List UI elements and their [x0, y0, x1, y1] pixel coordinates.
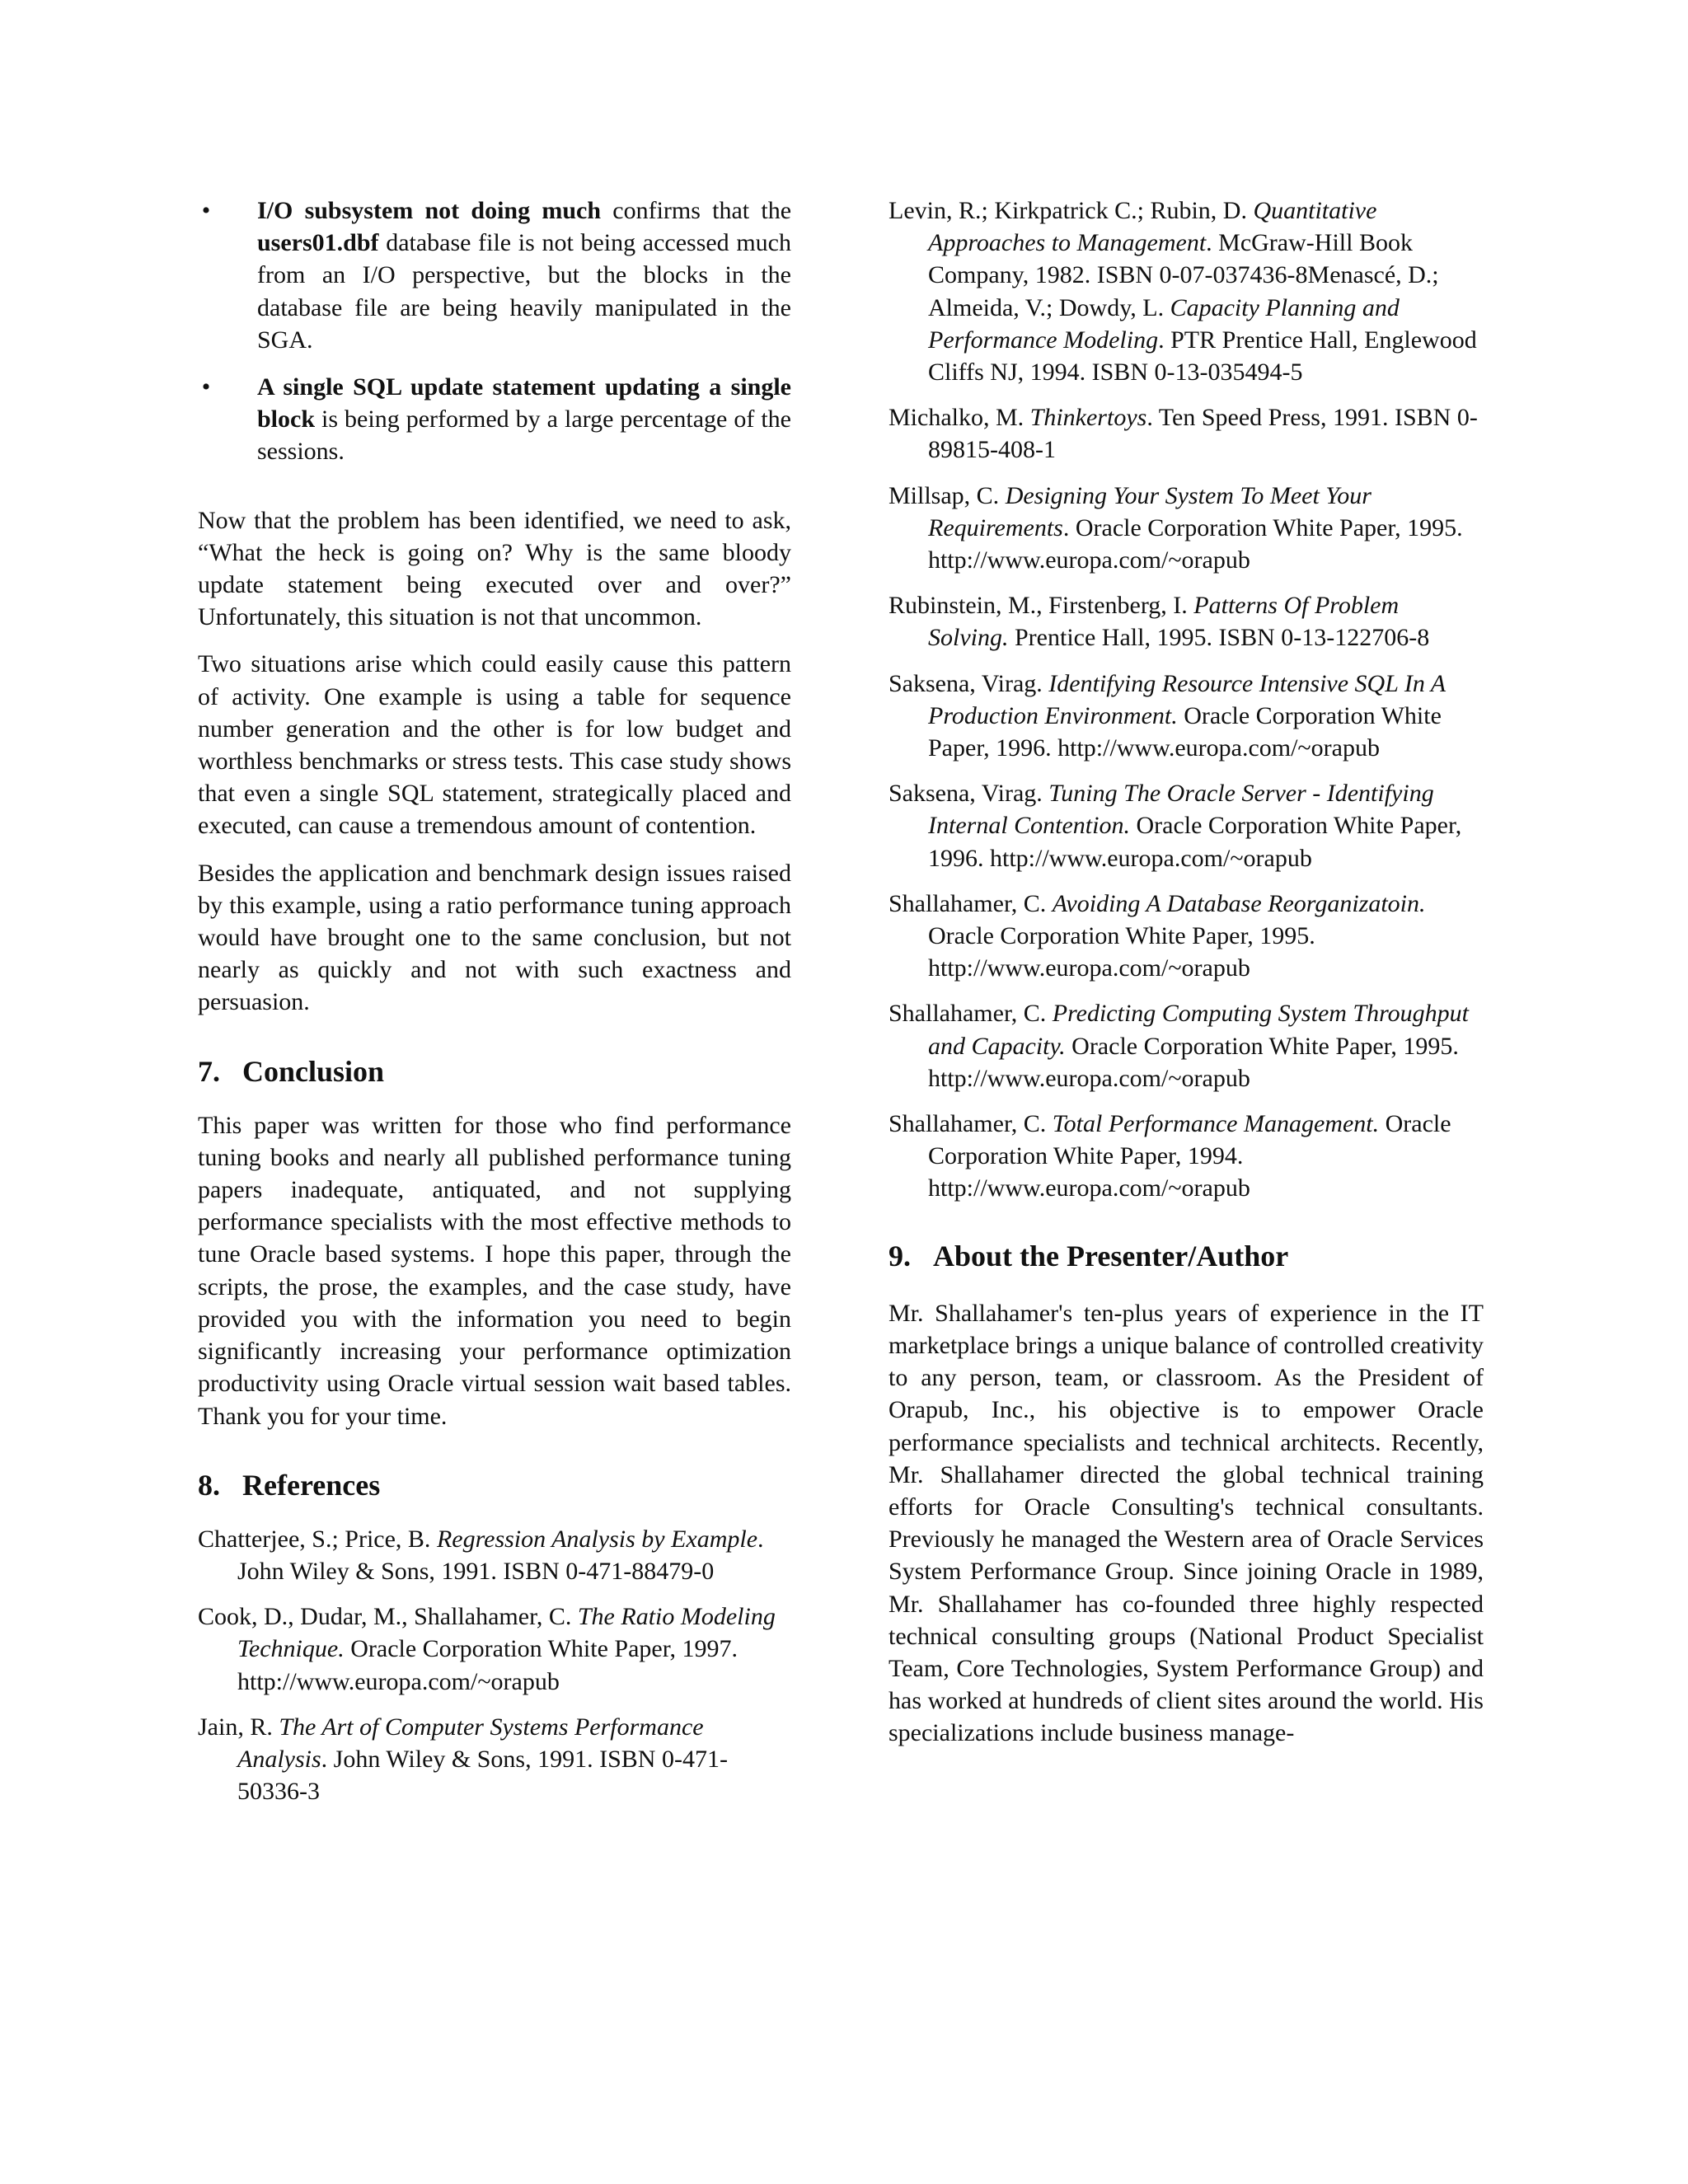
ref-details: . Oracle Corporation White Paper, 1995. http://www.europa.com/~orapub: [928, 513, 1463, 574]
ref-details: . John Wiley & Sons, 1991. ISBN 0-471-88479-0: [237, 1525, 764, 1585]
reference-item: [198, 1601, 791, 1698]
bullet-icon: •: [201, 197, 211, 224]
ref-details: Oracle Corporation White Paper, 1997. http://www.europa.com/~orapub: [237, 1635, 738, 1695]
ref-details: Oracle Corporation White Paper, 1994. http://www.europa.com/~orapub: [928, 1110, 1451, 1202]
ref-title: Thinkertoys: [1029, 404, 1147, 432]
ref-title: Tuning The Oracle Server - Identifying Internal Contention.: [928, 780, 1434, 840]
bullet-text: confirms that the: [601, 197, 792, 224]
reference-item: [889, 1108, 1484, 1205]
body-paragraph: Besides the application and benchmark design issues raised by this example, using a ratio performance tuning approach would have brought one to the same conclusion, but not nearly as quickly and not with such exactness and persuasion.: [198, 859, 791, 1016]
ref-title: Designing Your System To Meet Your Requirements: [928, 481, 1372, 541]
bullet-text: database file is not being accessed much from an I/O perspective, but the blocks in the database file are being heavily manipulated in the SGA.: [257, 229, 791, 354]
ref-title: Predicting Computing System Throughput and Capacity.: [928, 1000, 1470, 1060]
ref-title: Total Performance Management.: [1052, 1110, 1380, 1138]
reference-item: [889, 997, 1484, 1094]
ref-details: Oracle Corporation White Paper, 1995. http://www.europa.com/~orapub: [928, 1032, 1459, 1092]
section-heading-conclusion: [198, 1053, 791, 1090]
section-title: References: [242, 1468, 381, 1502]
conclusion-paragraph: This paper was written for those who find performance tuning books and nearly all published performance tuning papers inadequate, antiquated, and not supplying performance specialists with the most effective methods to tune Oracle based systems. I hope this paper, through the scripts, the prose, the examples, and the case study, have provided you with the information you need to begin significantly increasing your performance optimization productivity using Oracle virtual session wait based tables. Thank you for your time.: [198, 1111, 791, 1430]
reference-item: [889, 480, 1484, 577]
ref-details: Prentice Hall, 1995. ISBN 0-13-122706-8: [1008, 624, 1430, 652]
ref-authors: Levin, R.; Kirkpatrick C.; Rubin, D.: [889, 197, 1254, 224]
bullet-icon: •: [201, 373, 211, 401]
ref-details: Oracle Corporation White Paper, 1996. http://www.europa.com/~orapub: [928, 812, 1462, 872]
ref-details: . McGraw-Hill Book Company, 1982. ISBN 0-07-037436-8Menascé, D.; Almeida, V.; Dowdy, L.: [928, 229, 1439, 321]
left-column: [198, 194, 791, 1821]
body-paragraph: Now that the problem has been identified, we need to ask, “What the heck is going on? Why is the same bloody update statement being executed over and over?” Unfortunately, this situation is not that uncommon.: [198, 506, 791, 631]
ref-authors: Shallahamer, C.: [889, 1000, 1053, 1028]
about-paragraph: Mr. Shallahamer's ten-plus years of experience in the IT marketplace brings a unique balance of controlled creativity to any person, team, or classroom. As the President of Orapub, Inc., his objective is to empower Oracle performance specialists and technical architects. Recently, Mr. Shallahamer directed the global technical training efforts for Oracle Consulting's technical consultants. Previously he managed the Western area of Oracle Services System Performance Group. Since joining Oracle in 1989, Mr. Shallahamer has co-founded three highly respected technical consulting groups (National Product Specialist Team, Core Technologies, System Performance Group) and has worked at hundreds of client sites around the world. His specializations include business manage-: [889, 1299, 1484, 1747]
ref-authors: Jain, R.: [198, 1713, 279, 1741]
reference-item: [889, 668, 1484, 765]
ref-title: The Ratio Modeling Technique.: [237, 1603, 776, 1663]
ref-title: The Art of Computer Systems Performance Analysis: [237, 1713, 704, 1773]
section-title: Conclusion: [242, 1054, 385, 1088]
ref-authors: Rubinstein, M., Firstenberg, I.: [889, 592, 1194, 620]
ref-title: Identifying Resource Intensive SQL In A Production Environment.: [928, 669, 1446, 729]
ref-details: . PTR Prentice Hall, Englewood Cliffs NJ, 1994. ISBN 0-13-035494-5: [928, 326, 1477, 387]
reference-item: [198, 1523, 791, 1587]
reference-item: [889, 194, 1484, 388]
ref-details: . Ten Speed Press, 1991. ISBN 0-89815-408-1: [928, 404, 1478, 464]
ref-authors: Saksena, Virag.: [889, 669, 1049, 697]
section-heading-about: [889, 1238, 1484, 1274]
ref-title: Patterns Of Problem Solving.: [928, 592, 1400, 652]
ref-authors: Millsap, C.: [889, 481, 1006, 509]
bullet-bold: I/O subsystem not doing much: [257, 197, 602, 224]
reference-item: [889, 589, 1484, 654]
ref-authors: Shallahamer, C.: [889, 1110, 1053, 1138]
section-heading-references: [198, 1467, 791, 1503]
section-number: 8.: [198, 1468, 220, 1502]
ref-authors: Shallahamer, C.: [889, 889, 1053, 917]
bullet-text: is being performed by a large percentage of the sessions.: [257, 405, 791, 466]
bullet-bold: users01.dbf: [257, 229, 379, 257]
ref-details: Oracle Corporation White Paper, 1996. http://www.europa.com/~orapub: [928, 701, 1442, 762]
bullet-item-io-subsystem: [198, 194, 791, 356]
ref-title: Quantitative Approaches to Management: [928, 197, 1377, 257]
section-number: 9.: [889, 1239, 911, 1272]
ref-title: Regression Analysis by Example: [436, 1525, 758, 1553]
ref-authors: Cook, D., Dudar, M., Shallahamer, C.: [198, 1603, 578, 1631]
body-paragraph: Two situations arise which could easily cause this pattern of activity. One example is using a table for sequence number generation and the other is for low budget and worthless benchmarks or stress tests. This case study shows that even a single SQL statement, strategically placed and executed, can cause a tremendous amount of contention.: [198, 650, 791, 840]
ref-authors: Michalko, M.: [889, 404, 1030, 432]
ref-authors: Saksena, Virag.: [889, 780, 1049, 808]
reference-item: [889, 777, 1484, 874]
reference-item: [198, 1711, 791, 1808]
bullet-bold: A single SQL update statement updating a single block: [257, 373, 791, 434]
section-number: 7.: [198, 1054, 220, 1088]
bullet-item-single-sql: [198, 371, 791, 468]
reference-item: [889, 888, 1484, 985]
reference-item: [889, 401, 1484, 466]
ref-title: Capacity Planning and Performance Modeling: [928, 293, 1400, 354]
ref-details: Oracle Corporation White Paper, 1995. http://www.europa.com/~orapub: [928, 922, 1315, 982]
ref-details: . John Wiley & Sons, 1991. ISBN 0-471-50336-3: [237, 1745, 728, 1806]
section-title: About the Presenter/Author: [933, 1239, 1289, 1272]
ref-authors: Chatterjee, S.; Price, B.: [198, 1525, 437, 1553]
ref-title: Avoiding A Database Reorganizatoin.: [1052, 889, 1426, 917]
bullet-list: [198, 194, 791, 468]
right-column: [889, 194, 1484, 1765]
